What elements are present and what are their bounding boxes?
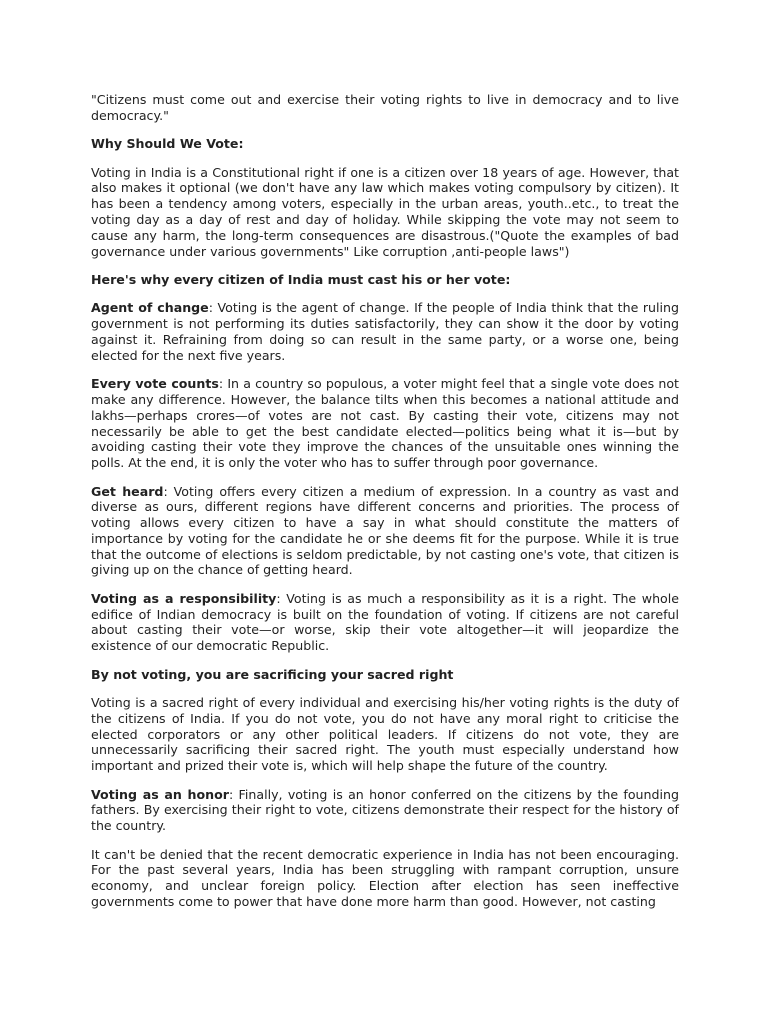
paragraph-constitutional-right: Voting in India is a Constitutional right if one is a citizen over 18 years of age. However, that also makes it optional (we don't have any law which makes voting compulsory by citizen). It has been a tendency among voters, especially in the urban areas, youth..etc., to treat the voting day as a day of rest and day of holiday. While skipping the vote may not seem to cause any harm, the long-term consequences are disastrous.("Quote the examples of bad governance under various governments" Like corruption ,anti-people laws")	[91, 164, 679, 259]
text-voting-as-responsibility: : Voting is as much a responsibility as it is a right. The whole edifice of Indian democracy is built on the foundation of voting. If citizens are not careful about casting their vote—or worse, skip their vote altogether—it will jeopardize the existence of our democratic Republic.	[91, 590, 680, 654]
term-get-heard: Get heard	[91, 483, 164, 499]
paragraph-sacred-right: Voting is a sacred right of every individual and exercising his/her voting rights is the duty of the citizens of India. If you do not vote, you do not have any moral right to criticise the elected corporators or any other political leaders. If citizens do not vote, they are unnecessarily sacrificing their sacred right. The youth must especially understand how important and prized their vote is, which will help shape the future of the country.	[91, 695, 679, 774]
text-every-vote-counts: : In a country so populous, a voter might feel that a single vote does not make any difference. However, the balance tilts when this becomes a national attitude and lakhs—perhaps crores—of votes are not cast. By casting their vote, citizens may not necessarily be able to get the best candidate elected—politics being what it is—but by avoiding casting their vote they improve the chances of the unsuitable ones winning the polls. At the end, it is only the voter who has to suffer through poor governance.	[91, 376, 679, 471]
paragraph-every-vote-counts	[91, 376, 679, 471]
heading-sacrificing-sacred-right: By not voting, you are sacrificing your sacred right	[91, 666, 454, 682]
text-agent-of-change: : Voting is the agent of change. If the people of India think that the ruling government is not performing its duties satisfactorily, they can show it the door by voting against it. Refraining from doing so can result in the same party, or a worse one, being elected for the next five years.	[91, 300, 680, 363]
text-voting-as-honor: : Finally, voting is an honor conferred on the citizens by the founding fathers. By exercising their right to vote, citizens demonstrate their respect for the history of the country.	[91, 786, 679, 834]
paragraph-get-heard	[91, 484, 679, 579]
intro-quote: "Citizens must come out and exercise their voting rights to live in democracy and to live democracy."	[91, 92, 679, 123]
heading-heres-why: Here's why every citizen of India must cast his or her vote:	[91, 271, 511, 287]
document-page	[91, 92, 679, 922]
term-voting-as-responsibility: Voting as a responsibility	[91, 590, 277, 606]
paragraph-voting-as-responsibility	[91, 591, 679, 654]
paragraph-agent-of-change	[91, 300, 679, 363]
heading-why-should-we-vote: Why Should We Vote:	[91, 136, 244, 152]
paragraph-cannot-be-denied: It can't be denied that the recent democratic experience in India has not been encouraging. For the past several years, India has been struggling with rampant corruption, unsure economy, and unclear foreign policy. Election after election has seen ineffective governments come to power that have done more harm than good. However, not casting	[91, 846, 679, 909]
text-get-heard: : Voting offers every citizen a medium of expression. In a country as vast and diverse as ours, different regions have different concerns and priorities. The process of voting allows every citizen to have a say in what should constitute the matters of importance by voting for the candidate he or she deems fit for the purpose. While it is true that the outcome of elections is seldom predictable, by not casting one's vote, that citizen is giving up on the chance of getting heard.	[91, 483, 679, 578]
term-every-vote-counts: Every vote counts	[91, 376, 219, 392]
paragraph-voting-as-honor	[91, 787, 679, 834]
term-agent-of-change: Agent of change	[91, 300, 209, 316]
term-voting-as-honor: Voting as an honor	[91, 786, 229, 802]
